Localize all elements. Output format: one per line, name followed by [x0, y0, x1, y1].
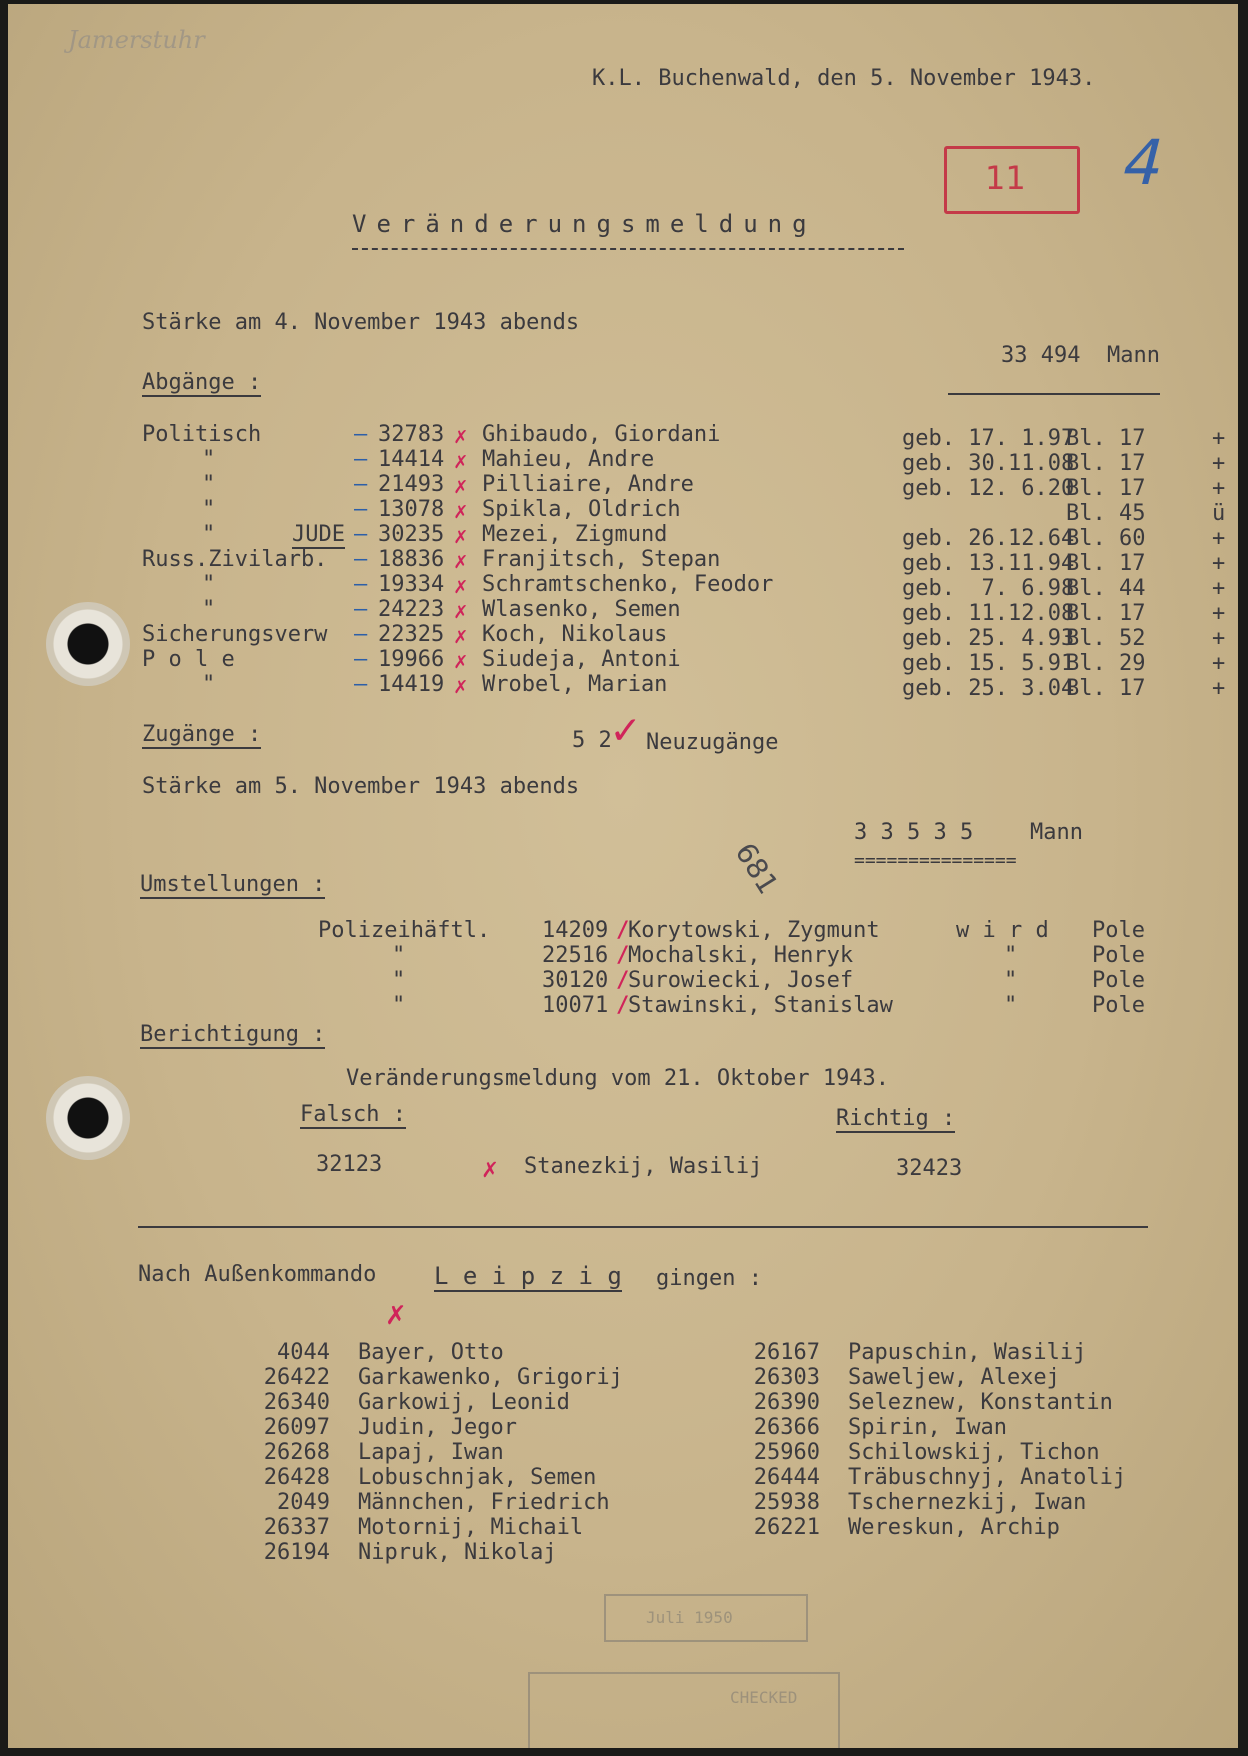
transfer-number: 25960 — [753, 1440, 820, 1465]
reassignment-row — [8, 993, 1238, 1018]
departure-number: 32783 — [378, 422, 445, 447]
departure-row — [8, 422, 1238, 451]
red-tick-icon: ✗ — [454, 649, 468, 674]
departure-block: Bl. 52 — [1066, 626, 1146, 651]
transfer-name: Garkowij, Leonid — [358, 1390, 570, 1415]
reassignment-verb: " — [1004, 993, 1018, 1018]
transfer-number: 4044 — [277, 1340, 330, 1365]
reassignments-heading: Umstellungen : — [140, 872, 326, 897]
blue-annotation: 4 — [1114, 126, 1173, 199]
transfer-name: Spirin, Iwan — [848, 1415, 1007, 1440]
title-underline — [352, 248, 904, 250]
departure-name: Koch, Nikolaus — [482, 622, 668, 647]
transfer-name: Lapaj, Iwan — [358, 1440, 504, 1465]
transfer-number: 26221 — [753, 1515, 820, 1540]
reassignment-number: 10071 — [542, 993, 609, 1018]
red-tick-icon: / — [616, 943, 630, 968]
transfer-name: Bayer, Otto — [358, 1340, 504, 1365]
departure-birth: geb. 25. 4.93 — [902, 626, 1075, 651]
strength-end-label: Stärke am 5. November 1943 abends — [142, 774, 580, 799]
reassignment-status: Pole — [1092, 993, 1145, 1018]
reassignment-category: " — [392, 943, 406, 968]
departure-birth: geb. 25. 3.04 — [902, 676, 1075, 701]
transfer-name: Garkawenko, Grigorij — [358, 1365, 623, 1390]
strength-end-value: 3 3 5 3 5 — [854, 820, 974, 845]
archive-stamp-text: Juli 1950 — [646, 1608, 733, 1627]
transfer-name: Nipruk, Nikolaj — [358, 1540, 557, 1565]
departure-name: Mezei, Zigmund — [482, 522, 668, 547]
departure-mark: + — [1212, 626, 1226, 651]
reassignment-name: Korytowski, Zygmunt — [628, 918, 880, 943]
transfer-name: Männchen, Friedrich — [358, 1490, 610, 1515]
transfer-number: 26428 — [263, 1465, 330, 1490]
red-tick-icon: ✗ — [454, 574, 468, 599]
transfer-name: Tschernezkij, Iwan — [848, 1490, 1087, 1515]
wrong-label: Falsch : — [300, 1102, 406, 1127]
departure-mark: + — [1212, 526, 1226, 551]
reassignment-status: Pole — [1092, 968, 1145, 993]
reassignment-row — [8, 943, 1238, 968]
departure-category: " — [202, 597, 216, 622]
red-tick-icon: ✗ — [454, 674, 468, 699]
departure-number: 22325 — [378, 622, 445, 647]
transfer-number: 26268 — [263, 1440, 330, 1465]
departure-row — [8, 597, 1238, 626]
pencil-tick-icon: ‒ — [354, 422, 368, 447]
transfer-number: 26337 — [263, 1515, 330, 1540]
transfer-number: 26422 — [263, 1365, 330, 1390]
departure-mark: + — [1212, 576, 1226, 601]
departure-block: Bl. 17 — [1066, 601, 1146, 626]
departure-number: 13078 — [378, 497, 445, 522]
departure-row — [8, 572, 1238, 601]
pencil-tick-icon: ‒ — [354, 472, 368, 497]
departure-number: 19334 — [378, 572, 445, 597]
transfer-number: 26097 — [263, 1415, 330, 1440]
departure-row — [8, 672, 1238, 701]
pencil-number: 681 — [728, 837, 785, 900]
arrivals-label: Neuzugänge — [646, 730, 779, 755]
reassignment-verb: " — [1004, 943, 1018, 968]
departure-category: Sicherungsverw — [142, 622, 328, 647]
departure-name: Pilliaire, Andre — [482, 472, 694, 497]
transfer-number: 26167 — [753, 1340, 820, 1365]
page-number-box — [944, 146, 1080, 214]
transfer-name: Träbuschnyj, Anatolij — [848, 1465, 1127, 1490]
pencil-tick-icon: ‒ — [354, 572, 368, 597]
departure-row — [8, 547, 1238, 576]
departure-birth: geb. 12. 6.20 — [902, 476, 1075, 501]
departure-name: Mahieu, Andre — [482, 447, 655, 472]
red-tick-icon: ✗ — [454, 599, 468, 624]
departure-number: 21493 — [378, 472, 445, 497]
transfer-name: Papuschin, Wasilij — [848, 1340, 1087, 1365]
departure-name: Siudeja, Antoni — [482, 647, 681, 672]
departure-name: Wrobel, Marian — [482, 672, 668, 697]
red-tick-icon: ✗ — [454, 499, 468, 524]
document-page — [8, 4, 1238, 1748]
departure-mark: ü — [1212, 501, 1226, 526]
section-divider — [138, 1226, 1148, 1228]
reassignment-status: Pole — [1092, 943, 1145, 968]
departure-birth: geb. 15. 5.91 — [902, 651, 1075, 676]
departure-category: " — [202, 572, 216, 597]
departure-category: P o l e — [142, 647, 235, 672]
departure-block: Bl. 29 — [1066, 651, 1146, 676]
arrivals-heading: Zugänge : — [142, 722, 262, 747]
correction-name: Stanezkij, Wasilij — [524, 1154, 763, 1179]
departure-number: 14419 — [378, 672, 445, 697]
departure-mark: + — [1212, 676, 1226, 701]
reassignment-number: 14209 — [542, 918, 609, 943]
departure-category: " — [202, 497, 216, 522]
departure-birth: geb. 17. 1.97 — [902, 426, 1075, 451]
departure-block: Bl. 17 — [1066, 451, 1146, 476]
transfer-row — [8, 1540, 1238, 1565]
departure-block: Bl. 17 — [1066, 426, 1146, 451]
departure-mark: + — [1212, 476, 1226, 501]
departure-row — [8, 447, 1238, 476]
departure-block: Bl. 44 — [1066, 576, 1146, 601]
place-date: K.L. Buchenwald, den 5. November 1943. — [592, 66, 1096, 91]
transfer-intro: Nach Außenkommando — [138, 1262, 377, 1287]
reassignment-category: Polizeihäftl. — [318, 918, 491, 943]
red-tick-icon: / — [616, 993, 630, 1018]
reassignment-verb: w i r d — [956, 918, 1049, 943]
page-number: 11 — [985, 159, 1026, 197]
transfer-row — [8, 1340, 1238, 1365]
departure-block: Bl. 45 — [1066, 501, 1146, 526]
transfer-number: 26194 — [263, 1540, 330, 1565]
checked-stamp — [528, 1672, 840, 1748]
reassignment-status: Pole — [1092, 918, 1145, 943]
reassignment-row — [8, 968, 1238, 993]
checked-stamp-text: CHECKED — [730, 1688, 798, 1707]
strength-start-label: Stärke am 4. November 1943 abends — [142, 310, 580, 335]
red-tick-icon: ✗ — [454, 549, 468, 574]
departure-number: 18836 — [378, 547, 445, 572]
departure-category: " — [202, 472, 216, 497]
reassignment-verb: " — [1004, 968, 1018, 993]
departure-number: 14414 — [378, 447, 445, 472]
red-cross-icon: ✗ — [482, 1154, 498, 1184]
red-cross-icon-transfer: ✗ — [386, 1294, 406, 1332]
departure-category: " — [202, 522, 216, 547]
departure-number: 24223 — [378, 597, 445, 622]
reassignment-category: " — [392, 968, 406, 993]
departure-category: Russ.Zivilarb. — [142, 547, 328, 572]
departure-number: 19966 — [378, 647, 445, 672]
departure-mark: + — [1212, 601, 1226, 626]
transfer-number: 26444 — [753, 1465, 820, 1490]
departure-name: Wlasenko, Semen — [482, 597, 681, 622]
departure-row — [8, 472, 1238, 501]
departure-mark: + — [1212, 451, 1226, 476]
transfer-name: Lobuschnjak, Semen — [358, 1465, 597, 1490]
transfer-row — [8, 1515, 1238, 1540]
red-tick-icon: / — [616, 918, 630, 943]
pencil-tick-icon: ‒ — [354, 547, 368, 572]
right-label: Richtig : — [836, 1106, 956, 1131]
strength-start-number: 33 494 — [1000, 343, 1081, 368]
pencil-tick-icon: ‒ — [354, 647, 368, 672]
transfer-number: 25938 — [753, 1490, 820, 1515]
reassignment-number: 22516 — [542, 943, 609, 968]
departures-heading: Abgänge : — [142, 370, 262, 395]
departure-row — [8, 522, 1238, 551]
departure-birth: geb. 11.12.08 — [902, 601, 1075, 626]
reassignment-category: " — [392, 993, 406, 1018]
departure-name: Franjitsch, Stepan — [482, 547, 721, 572]
departure-block: Bl. 17 — [1066, 476, 1146, 501]
departure-mark: + — [1212, 551, 1226, 576]
transfer-row — [8, 1365, 1238, 1390]
reassignment-name: Mochalski, Henryk — [628, 943, 854, 968]
transfer-row — [8, 1390, 1238, 1415]
archive-stamp — [604, 1594, 808, 1642]
pencil-tick-icon: ‒ — [354, 672, 368, 697]
transfer-name: Judin, Jegor — [358, 1415, 517, 1440]
jude-note: JUDE — [292, 522, 345, 547]
handwritten-scribble: Jamerstuhr — [68, 26, 205, 54]
departure-number: 30235 — [378, 522, 445, 547]
departure-mark: + — [1212, 651, 1226, 676]
transfer-name: Motornij, Michail — [358, 1515, 584, 1540]
departure-birth: geb. 30.11.08 — [902, 451, 1075, 476]
strength-start-unit: Mann — [1106, 343, 1160, 368]
transfer-name: Seleznew, Konstantin — [848, 1390, 1113, 1415]
red-tick-icon: / — [616, 968, 630, 993]
correction-heading: Berichtigung : — [140, 1022, 326, 1047]
pencil-tick-icon: ‒ — [354, 597, 368, 622]
strength-end-double-underline: =============== — [854, 850, 1017, 871]
punch-hole-bottom — [46, 1076, 130, 1160]
reassignment-name: Stawinski, Stanislaw — [628, 993, 893, 1018]
strength-start-value — [948, 318, 1160, 395]
red-tick-icon: ✗ — [454, 424, 468, 449]
red-tick-icon: ✗ — [454, 474, 468, 499]
departure-row — [8, 497, 1238, 526]
pencil-tick-icon: ‒ — [354, 497, 368, 522]
right-value: 32423 — [896, 1156, 963, 1181]
transfer-row — [8, 1465, 1238, 1490]
transfer-number: 2049 — [277, 1490, 330, 1515]
transfer-number: 26390 — [753, 1390, 820, 1415]
document-title: Veränderungsmeldung — [352, 210, 817, 238]
transfer-number: 26303 — [753, 1365, 820, 1390]
departure-block: Bl. 17 — [1066, 551, 1146, 576]
transfer-row — [8, 1415, 1238, 1440]
transfer-outro: gingen : — [656, 1266, 762, 1291]
transfer-row — [8, 1490, 1238, 1515]
transfer-place: L e i p z i g — [434, 1262, 622, 1290]
transfer-row — [8, 1440, 1238, 1465]
departure-row — [8, 647, 1238, 676]
pencil-tick-icon: ‒ — [354, 522, 368, 547]
transfer-name: Saweljew, Alexej — [848, 1365, 1060, 1390]
departure-block: Bl. 60 — [1066, 526, 1146, 551]
departure-birth: geb. 26.12.64 — [902, 526, 1075, 551]
transfer-number: 26366 — [753, 1415, 820, 1440]
wrong-value: 32123 — [316, 1152, 383, 1177]
departure-category: Politisch — [142, 422, 262, 447]
departure-row — [8, 622, 1238, 651]
arrivals-count: 5 2 — [572, 728, 612, 753]
departure-birth: geb. 7. 6.98 — [902, 576, 1075, 601]
correction-reference: Veränderungsmeldung vom 21. Oktober 1943. — [346, 1066, 890, 1091]
reassignment-number: 30120 — [542, 968, 609, 993]
reassignment-name: Surowiecki, Josef — [628, 968, 854, 993]
departure-category: " — [202, 447, 216, 472]
pencil-tick-icon: ‒ — [354, 447, 368, 472]
pencil-tick-icon: ‒ — [354, 622, 368, 647]
departure-block: Bl. 17 — [1066, 676, 1146, 701]
transfer-name: Wereskun, Archip — [848, 1515, 1060, 1540]
departure-name: Spikla, Oldrich — [482, 497, 681, 522]
strength-end-unit: Mann — [1030, 820, 1083, 845]
transfer-name: Schilowskij, Tichon — [848, 1440, 1100, 1465]
departure-mark: + — [1212, 426, 1226, 451]
red-tick-icon: ✗ — [454, 449, 468, 474]
check-mark-icon: ✓ — [612, 704, 639, 755]
departure-name: Schramtschenko, Feodor — [482, 572, 774, 597]
red-tick-icon: ✗ — [454, 624, 468, 649]
departure-birth: geb. 13.11.94 — [902, 551, 1075, 576]
transfer-number: 26340 — [263, 1390, 330, 1415]
red-tick-icon: ✗ — [454, 524, 468, 549]
departure-category: " — [202, 672, 216, 697]
reassignment-row — [8, 918, 1238, 943]
departure-name: Ghibaudo, Giordani — [482, 422, 721, 447]
